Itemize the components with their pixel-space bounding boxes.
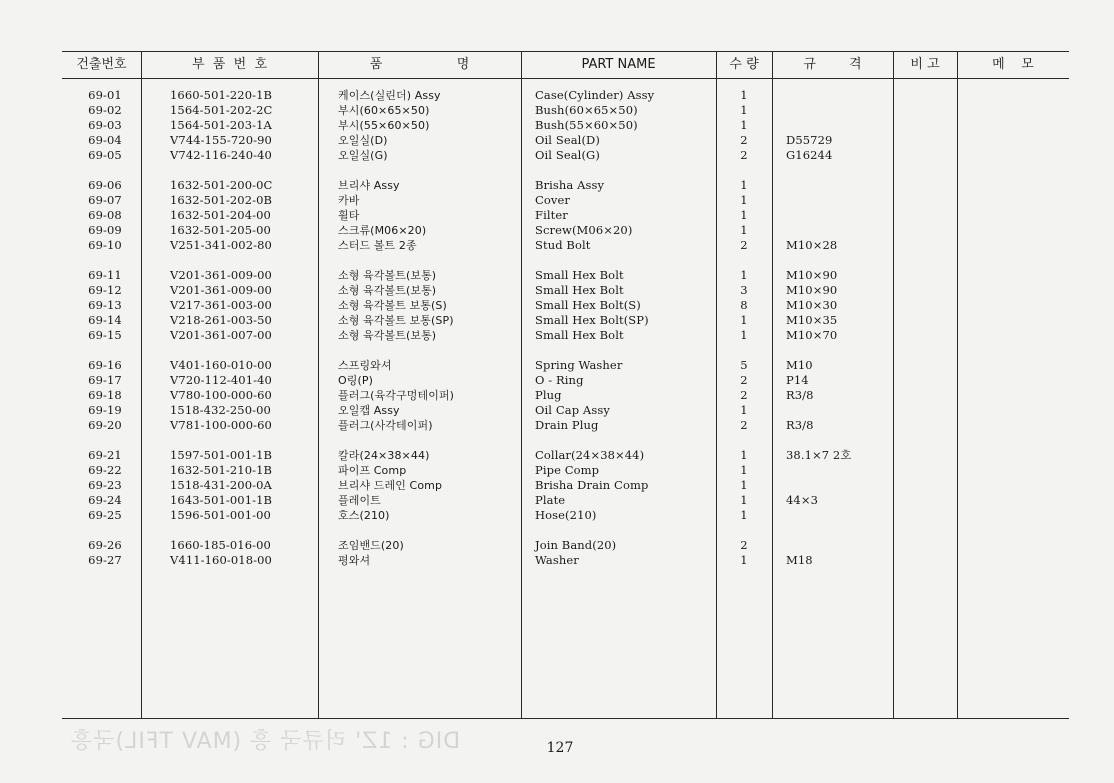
specification: R3/8	[786, 388, 814, 402]
part-name: Small Hex Bolt	[535, 328, 624, 342]
korean-name: O링(P)	[338, 374, 374, 387]
part-number: 1518-432-250-00	[170, 403, 271, 417]
specification: D55729	[786, 133, 833, 147]
row-number: 69-19	[88, 403, 122, 417]
row-number: 69-22	[88, 463, 122, 477]
row-number: 69-23	[88, 478, 122, 492]
row-number: 69-13	[88, 298, 122, 312]
quantity: 1	[740, 493, 748, 507]
part-number: 1632-501-202-0B	[170, 193, 273, 207]
row-number: 69-15	[88, 328, 122, 342]
header-bottom-rule	[62, 78, 1069, 79]
page-number: 127	[546, 740, 574, 756]
row-number: 69-27	[88, 553, 122, 567]
korean-name: 오일실(D)	[338, 134, 388, 147]
part-number: 1632-501-205-00	[170, 223, 271, 237]
quantity: 3	[740, 283, 748, 297]
quantity: 1	[740, 463, 748, 477]
part-number: V720-112-401-40	[170, 373, 272, 387]
quantity: 2	[740, 133, 748, 147]
part-number: 1518-431-200-0A	[170, 478, 272, 492]
row-number: 69-17	[88, 373, 122, 387]
korean-name: 칼라(24×38×44)	[338, 449, 430, 462]
part-number: 1632-501-210-1B	[170, 463, 273, 477]
part-name: Small Hex Bolt	[535, 268, 624, 282]
row-number: 69-09	[88, 223, 122, 237]
row-number: 69-08	[88, 208, 122, 222]
part-number: V251-341-002-80	[170, 238, 272, 252]
part-name: Cover	[535, 193, 571, 207]
row-number: 69-03	[88, 118, 122, 132]
quantity: 1	[740, 223, 748, 237]
row-number: 69-24	[88, 493, 122, 507]
row-number: 69-07	[88, 193, 122, 207]
quantity: 1	[740, 508, 748, 522]
part-name: Join Band(20)	[535, 538, 617, 552]
korean-name: 브리샤 Assy	[338, 179, 400, 192]
row-number: 69-12	[88, 283, 122, 297]
korean-name: 카바	[338, 194, 360, 207]
header-no: 건출번호	[76, 57, 127, 72]
quantity: 1	[740, 313, 748, 327]
quantity: 1	[740, 103, 748, 117]
korean-name: 플레이트	[338, 494, 381, 507]
part-number: V201-361-009-00	[170, 268, 272, 282]
row-number: 69-20	[88, 418, 122, 432]
part-number: 1660-501-220-1B	[170, 88, 273, 102]
korean-name: 소형 육각볼트(보통)	[338, 284, 437, 297]
specification: R3/8	[786, 418, 814, 432]
part-name: Washer	[535, 553, 579, 567]
korean-name: 부시(55×60×50)	[338, 119, 430, 132]
specification: 38.1×7 2호	[786, 448, 852, 462]
part-name: Oil Seal(G)	[535, 148, 600, 162]
part-name: Collar(24×38×44)	[535, 448, 645, 462]
korean-name: 조임밴드(20)	[338, 539, 404, 552]
quantity: 1	[740, 88, 748, 102]
row-number: 69-16	[88, 358, 122, 372]
korean-name: 소형 육각볼트 보통(SP)	[338, 314, 454, 327]
specification: M10×35	[786, 313, 838, 327]
col-divider-3	[521, 51, 522, 718]
korean-name: 스프링와셔	[338, 359, 392, 372]
specification: M10×30	[786, 298, 838, 312]
part-number: 1632-501-204-00	[170, 208, 271, 222]
col-divider-2	[318, 51, 319, 718]
specification: M10	[786, 358, 813, 372]
col-divider-1	[141, 51, 142, 718]
quantity: 1	[740, 328, 748, 342]
part-name: Stud Bolt	[535, 238, 591, 252]
korean-name: 오일실(G)	[338, 149, 388, 162]
part-number: V780-100-000-60	[170, 388, 272, 402]
part-name: Hose(210)	[535, 508, 597, 522]
korean-name: 부시(60×65×50)	[338, 104, 430, 117]
part-number: 1597-501-001-1B	[170, 448, 273, 462]
part-name: O - Ring	[535, 373, 584, 387]
part-name: Brisha Assy	[535, 178, 605, 192]
korean-name: 스터드 볼트 2종	[338, 239, 417, 252]
row-number: 69-06	[88, 178, 122, 192]
korean-name: 소형 육각볼트(보통)	[338, 329, 437, 342]
header-kr-name: 품 명	[369, 57, 470, 72]
header-spec: 규 격	[803, 57, 862, 72]
part-number: 1632-501-200-0C	[170, 178, 273, 192]
part-name: Spring Washer	[535, 358, 623, 372]
row-number: 69-14	[88, 313, 122, 327]
korean-name: 플러그(육각구멍테이퍼)	[338, 389, 455, 402]
quantity: 1	[740, 478, 748, 492]
part-number: V201-361-009-00	[170, 283, 272, 297]
specification: M10×90	[786, 283, 838, 297]
quantity: 2	[740, 538, 748, 552]
header-memo: 메 모	[992, 57, 1034, 72]
korean-name: 스크류(M06×20)	[338, 224, 427, 237]
col-divider-6	[893, 51, 894, 718]
korean-name: 브리샤 드레인 Comp	[338, 479, 443, 492]
col-divider-7	[957, 51, 958, 718]
row-number: 69-04	[88, 133, 122, 147]
bleed-through-text: DIG : 1Z' 러큐국 흥 (MAV TFIL)국흥	[70, 729, 461, 754]
part-name: Plug	[535, 388, 562, 402]
korean-name: 파이프 Comp	[338, 464, 407, 477]
row-number: 69-18	[88, 388, 122, 402]
header-remark: 비 고	[910, 57, 940, 72]
korean-name: 평와셔	[338, 554, 371, 567]
part-number: 1660-185-016-00	[170, 538, 271, 552]
part-name: Plate	[535, 493, 566, 507]
korean-name: 소형 육각볼트 보통(S)	[338, 299, 447, 312]
quantity: 1	[740, 553, 748, 567]
specification: P14	[786, 373, 809, 387]
quantity: 5	[740, 358, 748, 372]
korean-name: 휠타	[338, 209, 360, 222]
row-number: 69-01	[88, 88, 122, 102]
korean-name: 호스(210)	[338, 509, 390, 522]
row-number: 69-05	[88, 148, 122, 162]
part-name: Brisha Drain Comp	[535, 478, 649, 492]
part-name: Oil Seal(D)	[535, 133, 600, 147]
part-number: V201-361-007-00	[170, 328, 272, 342]
specification: M10×70	[786, 328, 838, 342]
part-number: 1643-501-001-1B	[170, 493, 273, 507]
table-top-rule	[62, 51, 1069, 52]
quantity: 2	[740, 373, 748, 387]
quantity: 8	[740, 298, 748, 312]
quantity: 1	[740, 208, 748, 222]
part-number: V217-361-003-00	[170, 298, 272, 312]
part-number: 1564-501-202-2C	[170, 103, 273, 117]
part-number: V744-155-720-90	[170, 133, 272, 147]
table-bottom-rule	[62, 718, 1069, 719]
part-number: V401-160-010-00	[170, 358, 272, 372]
quantity: 1	[740, 178, 748, 192]
row-number: 69-26	[88, 538, 122, 552]
specification: 44×3	[786, 493, 818, 507]
part-name: Small Hex Bolt	[535, 283, 624, 297]
part-name: Drain Plug	[535, 418, 599, 432]
korean-name: 오일캡 Assy	[338, 404, 400, 417]
specification: G16244	[786, 148, 833, 162]
header-part-name: PART NAME	[581, 57, 656, 72]
quantity: 1	[740, 448, 748, 462]
quantity: 1	[740, 118, 748, 132]
row-number: 69-21	[88, 448, 122, 462]
specification: M18	[786, 553, 813, 567]
quantity: 1	[740, 268, 748, 282]
quantity: 2	[740, 388, 748, 402]
row-number: 69-25	[88, 508, 122, 522]
part-name: Bush(60×65×50)	[535, 103, 638, 117]
row-number: 69-02	[88, 103, 122, 117]
quantity: 2	[740, 238, 748, 252]
part-name: Oil Cap Assy	[535, 403, 610, 417]
part-name: Small Hex Bolt(SP)	[535, 313, 649, 327]
part-number: V742-116-240-40	[170, 148, 272, 162]
part-number: 1596-501-001-00	[170, 508, 271, 522]
col-divider-4	[716, 51, 717, 718]
korean-name: 플러그(사각테이퍼)	[338, 419, 433, 432]
part-number: V218-261-003-50	[170, 313, 272, 327]
quantity: 1	[740, 403, 748, 417]
part-name: Bush(55×60×50)	[535, 118, 638, 132]
part-number: V781-100-000-60	[170, 418, 272, 432]
quantity: 2	[740, 148, 748, 162]
row-number: 69-11	[88, 268, 122, 282]
header-part-no: 부 품 번 호	[191, 57, 268, 72]
quantity: 2	[740, 418, 748, 432]
header-qty: 수 량	[729, 57, 759, 72]
korean-name: 케이스(실린더) Assy	[338, 89, 441, 102]
part-name: Case(Cylinder) Assy	[535, 88, 655, 102]
specification: M10×28	[786, 238, 838, 252]
part-name: Screw(M06×20)	[535, 223, 633, 237]
specification: M10×90	[786, 268, 838, 282]
korean-name: 소형 육각볼트(보통)	[338, 269, 437, 282]
quantity: 1	[740, 193, 748, 207]
part-number: V411-160-018-00	[170, 553, 272, 567]
part-number: 1564-501-203-1A	[170, 118, 272, 132]
row-number: 69-10	[88, 238, 122, 252]
col-divider-5	[772, 51, 773, 718]
part-name: Pipe Comp	[535, 463, 600, 477]
part-name: Small Hex Bolt(S)	[535, 298, 641, 312]
part-name: Filter	[535, 208, 568, 222]
